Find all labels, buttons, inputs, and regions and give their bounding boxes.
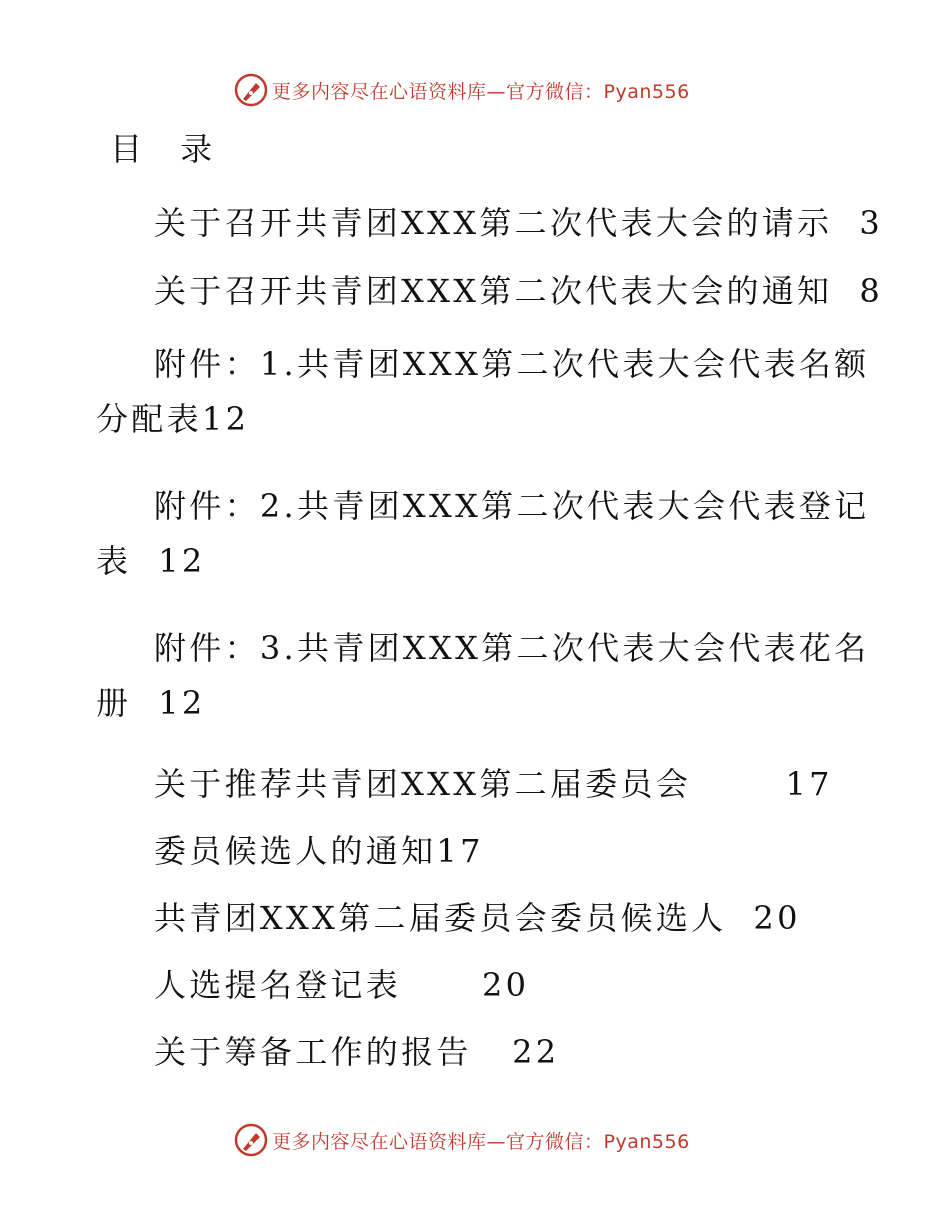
toc-entry-page: 3 (859, 204, 883, 242)
toc-entry-page: 8 (859, 272, 883, 310)
toc-entry-page: 12 (201, 400, 250, 438)
toc-entry-page: 20 (753, 899, 801, 937)
toc-entry-page: 12 (158, 542, 206, 580)
toc-entry-page: 17 (436, 832, 484, 870)
toc-entry[interactable] (96, 325, 870, 392)
toc-entry-text: 附件：2.共青团XXX第二次代表大会代表登记 (154, 487, 870, 525)
toc-entry-text: 委员候选人的通知 (154, 832, 437, 870)
toc-entry[interactable] (96, 818, 856, 885)
pen-nib-logo-icon (234, 1123, 268, 1157)
toc-entry[interactable] (96, 467, 870, 534)
toc-entry-text: 附件：3.共青团XXX第二次代表大会代表花名 (154, 629, 870, 667)
toc-entry[interactable] (96, 952, 856, 1019)
watermark-text: 更多内容尽在心语资料库—官方微信：Pyan556 (272, 1130, 690, 1153)
toc-entry[interactable] (96, 885, 856, 952)
toc-entry-page: 22 (512, 1033, 560, 1071)
header-watermark (234, 72, 690, 108)
toc-entry-page: 17 (785, 765, 833, 803)
toc-entry-text: 关于筹备工作的报告 (154, 1033, 472, 1071)
toc-entry-continuation[interactable] (96, 534, 856, 589)
toc-entry[interactable] (96, 609, 870, 676)
toc-entry-page: 12 (158, 684, 206, 722)
toc-entry-text: 关于召开共青团XXX第二次代表大会的通知 (154, 272, 833, 310)
toc-entry[interactable] (96, 1019, 856, 1086)
toc-entry[interactable] (96, 196, 883, 251)
toc-list (96, 196, 883, 1086)
toc-entry-text: 关于推荐共青团XXX第二届委员会 (154, 765, 692, 803)
toc-entry-text: 表 (96, 542, 132, 580)
toc-entry-page: 20 (481, 966, 530, 1004)
toc-entry-text: 关于召开共青团XXX第二次代表大会的请示 (154, 204, 833, 242)
toc-entry[interactable] (96, 258, 883, 325)
toc-entry-text: 册 (96, 684, 132, 722)
toc-entry-text: 附件：1.共青团XXX第二次代表大会代表名额 (154, 345, 870, 383)
footer-watermark (234, 1122, 690, 1158)
watermark-text: 更多内容尽在心语资料库—官方微信：Pyan556 (272, 80, 690, 103)
toc-entry-text: 人选提名登记表 (154, 966, 402, 1004)
toc-entry[interactable] (96, 751, 856, 818)
toc-title: 目 录 (110, 130, 227, 168)
pen-nib-logo-icon (234, 73, 268, 107)
toc-entry-continuation[interactable] (96, 392, 856, 447)
toc-entry-text: 分配表 (96, 400, 202, 438)
toc-entry-text: 共青团XXX第二届委员会委员候选人 (154, 899, 727, 937)
toc-entry-continuation[interactable] (96, 676, 856, 731)
